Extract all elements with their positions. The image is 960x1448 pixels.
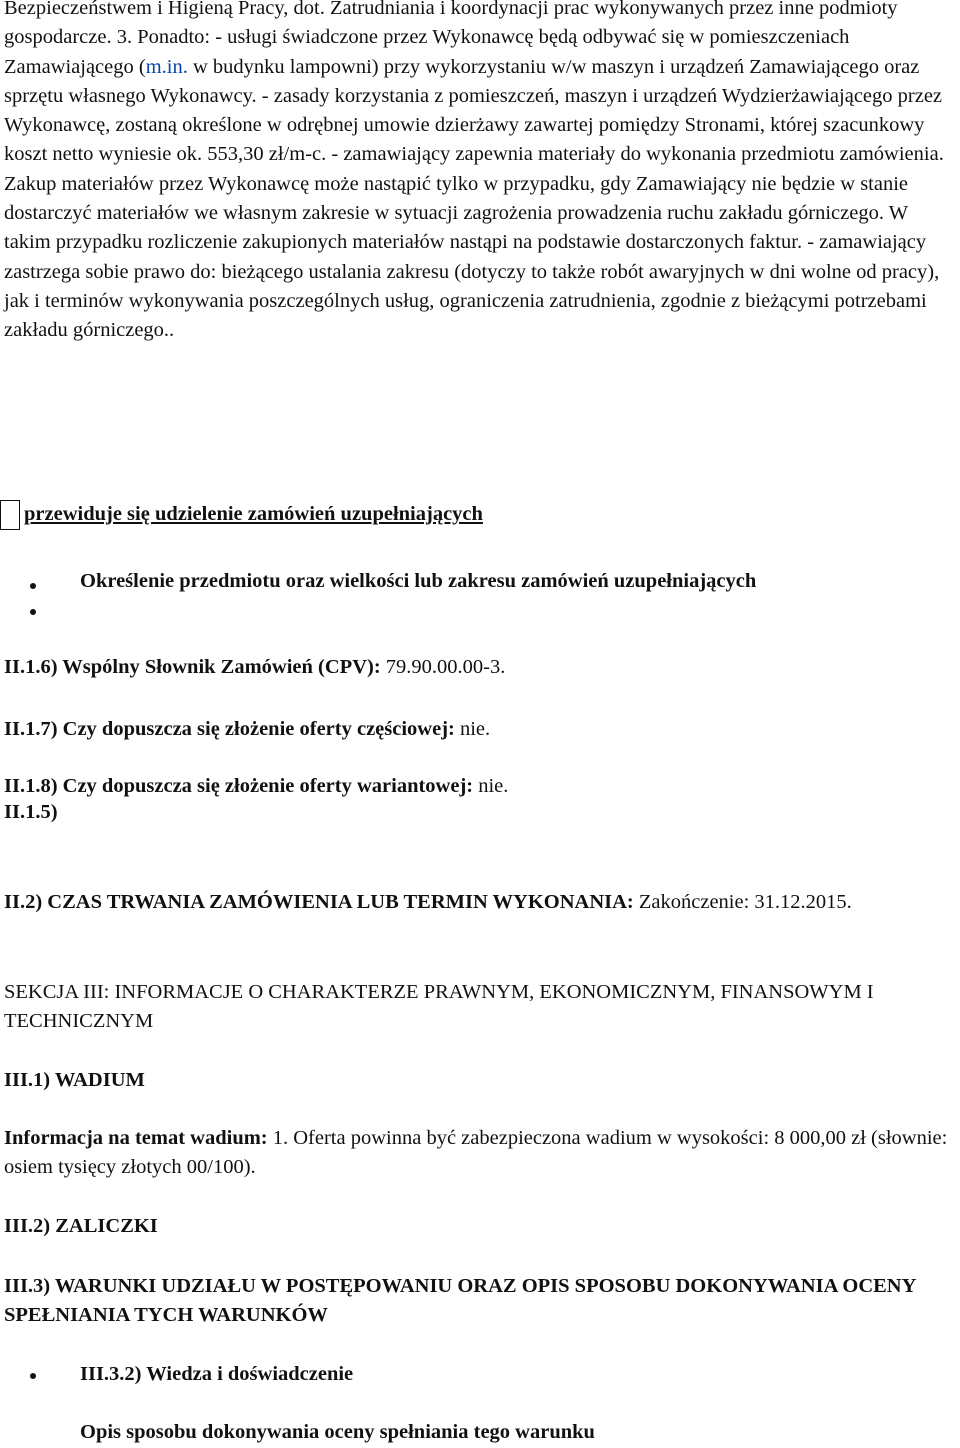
evaluation-description: Opis sposobu dokonywania oceny spełniania tego warunku: [80, 1421, 595, 1443]
section-3-1-heading: III.1) WADIUM: [4, 1069, 145, 1091]
inline-link[interactable]: m.in.: [145, 55, 188, 78]
duration-value: Zakończenie: 31.12.2015.: [633, 891, 852, 913]
duration-label: II.2) CZAS TRWANIA ZAMÓWIENIA LUB TERMIN WYKONANIA:: [4, 891, 634, 913]
bullet-dot: [30, 609, 36, 615]
cpv-label: II.1.6) Wspólny Słownik Zamówień (CPV):: [4, 656, 381, 678]
bullet-text: III.3.2) Wiedza i doświadczenie: [80, 1363, 354, 1385]
checkbox-label: przewiduje się udzielenie zamówień uzupełniających: [24, 503, 483, 525]
partial-offer-value: nie.: [454, 718, 491, 740]
duration-paragraph: [4, 888, 958, 917]
deposit-paragraph: [4, 1124, 958, 1182]
bullet-dot: [30, 1373, 36, 1379]
intro-text-1: Bezpieczeństwem i Higieną Pracy, dot. Zatrudniania i koordynacji prac wykonywanych przez inne podmioty gospodarcze. 3. Ponadto: - usługi świadczone przez Wykonawcę będą odbywać się w pomieszczeniach Zamawiającego (: [4, 0, 898, 78]
bullet-dot: [30, 583, 36, 589]
section-2-1-5-heading: II.1.5): [4, 801, 58, 823]
bullet-text: Określenie przedmiotu oraz wielkości lub zakresu zamówień uzupełniających: [80, 570, 757, 592]
section-3-3-heading: III.3) WARUNKI UDZIAŁU W POSTĘPOWANIU ORAZ OPIS SPOSOBU DOKONYWANIA OCENY SPEŁNIANIA TYCH WARUNKÓW: [4, 1275, 916, 1326]
variant-offer-label: II.1.8) Czy dopuszcza się złożenie oferty wariantowej:: [4, 775, 474, 797]
cpv-value: 79.90.00.00-3.: [380, 656, 506, 678]
intro-paragraph: [4, 0, 958, 346]
partial-offer-line: [4, 715, 958, 744]
deposit-value: 1. Oferta powinna być zabezpieczona wadium w wysokości: 8 000,00 zł (słownie: osiem tysięcy złotych 00/100).: [4, 1127, 948, 1178]
partial-offer-label: II.1.7) Czy dopuszcza się złożenie oferty częściowej:: [4, 718, 455, 740]
variant-offer-line: [4, 772, 958, 801]
cpv-line: [4, 653, 958, 682]
deposit-label: Informacja na temat wadium:: [4, 1127, 268, 1149]
intro-text-2: w budynku lampowni) przy wykorzystaniu w/w maszyn i urządzeń Zamawiającego oraz sprzętu własnego Wykonawcy. - zasady korzystania z pomieszczeń, maszyn i urządzeń Wydzierżawiającego przez Wykonawcę, zostaną określone w odrębnej umowie dzierżawy zawartej pomiędzy Stronami, której szacunkowy koszt netto wyniesie ok. 553,30 zł/m-c. - zamawiający zapewnia materiały do wykonania przedmiotu zamówienia. Zakup materiałów przez Wykonawcę może nastąpić tylko w przypadku, gdy Zamawiający nie będzie w stanie dostarczyć materiałów we własnym zakresie w sytuacji zagrożenia prowadzenia ruchu zakładu górniczego. W takim przypadku rozliczenie zakupionych materiałów nastąpi na podstawie dostarczonych faktur. - zamawiający zastrzega sobie prawo do: bieżącego ustalania zakresu (dotyczy to także robót awaryjnych w dni wolne od pracy), jak i terminów wykonywania poszczególnych usług, ograniczenia zatrudnienia, zgodnie z bieżącymi potrzebami zakładu górniczego..: [4, 55, 944, 342]
variant-offer-value: nie.: [473, 775, 509, 797]
checkbox-row: [0, 500, 954, 530]
document-page: [4, 0, 958, 346]
checkbox[interactable]: [0, 500, 20, 530]
section-3-2-heading: III.2) ZALICZKI: [4, 1215, 158, 1237]
section-3-title: SEKCJA III: INFORMACJE O CHARAKTERZE PRAWNYM, EKONOMICZNYM, FINANSOWYM I TECHNICZNYM: [4, 981, 874, 1032]
